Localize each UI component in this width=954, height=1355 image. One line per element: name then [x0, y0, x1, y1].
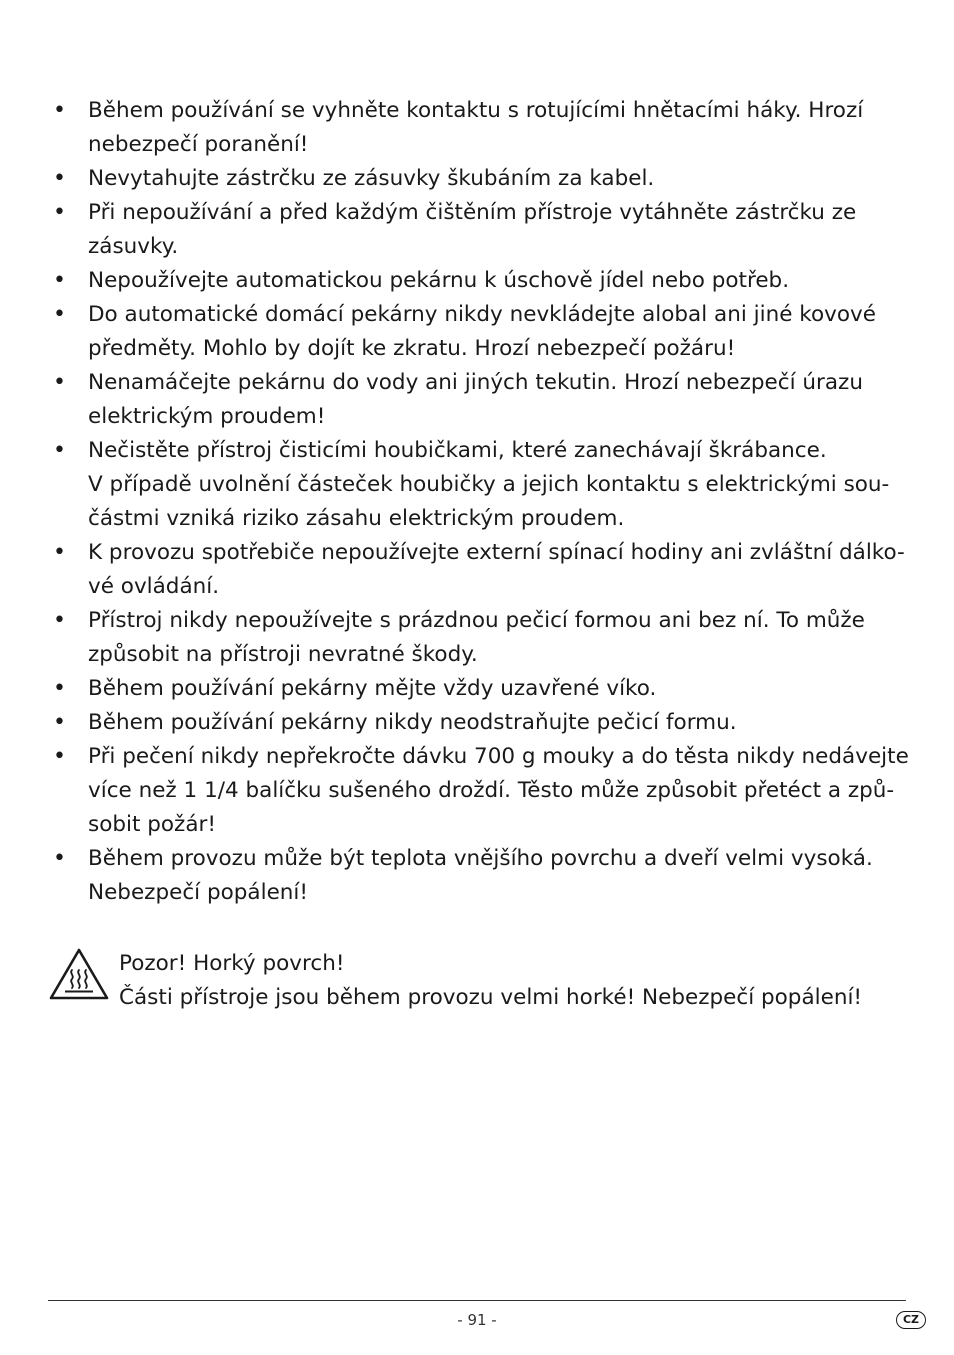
list-item-text: předměty. Mohlo by dojít ke zkratu. Hrozí nebezpečí požáru!	[88, 336, 736, 361]
list-item-text: Nevytahujte zástrčku ze zásuvky škubáním za kabel.	[88, 166, 655, 191]
warning-title: Pozor! Horký povrch!	[119, 951, 345, 976]
list-item	[0, 196, 954, 264]
list-item-text: nebezpečí poranění!	[88, 132, 309, 157]
bullet-icon: •	[53, 166, 66, 191]
list-item-text: Nečistěte přístroj čisticími houbičkami, které zanechávají škrábance.	[88, 438, 827, 463]
hot-surface-warning	[48, 947, 908, 1027]
list-item	[0, 536, 954, 604]
list-item	[0, 706, 954, 740]
list-item	[0, 434, 954, 536]
language-badge: CZ	[896, 1311, 926, 1329]
bullet-icon: •	[53, 676, 66, 701]
bullet-icon: •	[53, 268, 66, 293]
list-item-text: V případě uvolnění částeček houbičky a jejich kontaktu s elektrickými sou-	[88, 472, 890, 497]
list-item-text: způsobit na přístroji nevratné škody.	[88, 642, 478, 667]
list-item	[0, 162, 954, 196]
footer-divider	[48, 1300, 906, 1301]
bullet-icon: •	[53, 744, 66, 769]
list-item-text: Při nepoužívání a před každým čištěním přístroje vytáhněte zástrčku ze	[88, 200, 857, 225]
bullet-icon: •	[53, 846, 66, 871]
list-item-text: Během používání se vyhněte kontaktu s rotujícími hnětacími háky. Hrozí	[88, 98, 864, 123]
bullet-icon: •	[53, 370, 66, 395]
bullet-icon: •	[53, 540, 66, 565]
page-number: - 91 -	[457, 1311, 497, 1329]
list-item	[0, 842, 954, 910]
warning-message: Části přístroje jsou během provozu velmi horké! Nebezpečí popálení!	[119, 985, 863, 1010]
list-item-text: více než 1 1/4 balíčku sušeného droždí. Těsto může způsobit přetéct a způ-	[88, 778, 895, 803]
list-item-text: elektrickým proudem!	[88, 404, 326, 429]
list-item-text: Nenamáčejte pekárnu do vody ani jiných tekutin. Hrozí nebezpečí úrazu	[88, 370, 863, 395]
list-item-text: Do automatické domácí pekárny nikdy nevkládejte alobal ani jiné kovové	[88, 302, 876, 327]
safety-instructions-list	[0, 94, 954, 910]
list-item	[0, 604, 954, 672]
list-item	[0, 672, 954, 706]
list-item-text: sobit požár!	[88, 812, 216, 837]
list-item	[0, 94, 954, 162]
bullet-icon: •	[53, 438, 66, 463]
list-item	[0, 264, 954, 298]
list-item-text: Během používání pekárny nikdy neodstraňujte pečicí formu.	[88, 710, 737, 735]
list-item	[0, 740, 954, 842]
list-item-text: Během provozu může být teplota vnějšího povrchu a dveří velmi vysoká.	[88, 846, 873, 871]
list-item	[0, 366, 954, 434]
bullet-icon: •	[53, 200, 66, 225]
warning-text	[119, 947, 862, 1015]
list-item-text: Během používání pekárny mějte vždy uzavřené víko.	[88, 676, 657, 701]
list-item-text: K provozu spotřebiče nepoužívejte externí spínací hodiny ani zvláštní dálko-	[88, 540, 905, 565]
list-item-text: zásuvky.	[88, 234, 179, 259]
bullet-icon: •	[53, 710, 66, 735]
list-item-text: vé ovládání.	[88, 574, 220, 599]
list-item-text: částmi vzniká riziko zásahu elektrickým proudem.	[88, 506, 625, 531]
list-item-text: Nebezpečí popálení!	[88, 880, 309, 905]
hot-surface-warning-icon	[48, 947, 110, 1003]
bullet-icon: •	[53, 608, 66, 633]
list-item-text: Při pečení nikdy nepřekročte dávku 700 g mouky a do těsta nikdy nedávejte	[88, 744, 909, 769]
list-item-text: Přístroj nikdy nepoužívejte s prázdnou pečicí formou ani bez ní. To může	[88, 608, 865, 633]
bullet-icon: •	[53, 98, 66, 123]
list-item	[0, 298, 954, 366]
list-item-text: Nepoužívejte automatickou pekárnu k úschově jídel nebo potřeb.	[88, 268, 790, 293]
bullet-icon: •	[53, 302, 66, 327]
